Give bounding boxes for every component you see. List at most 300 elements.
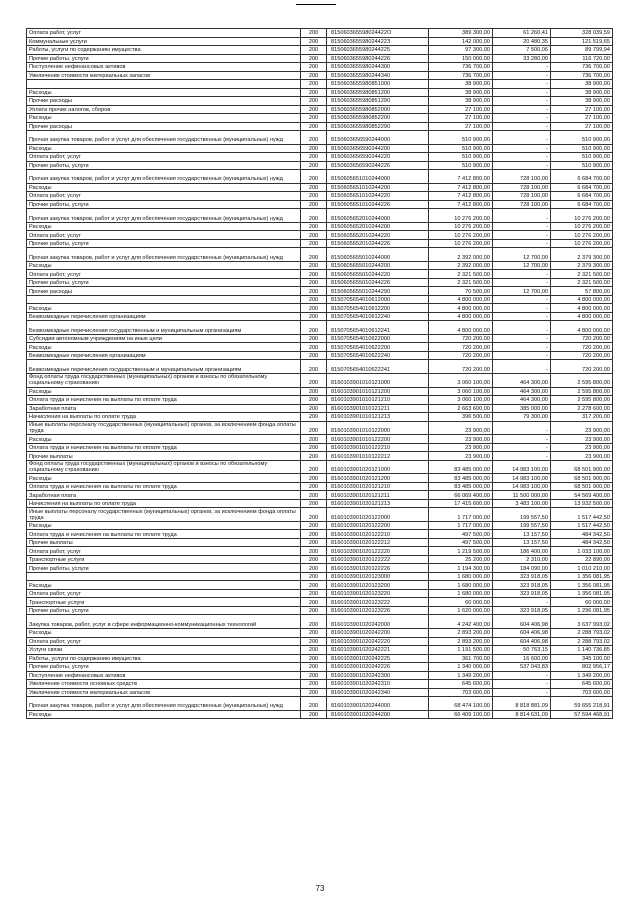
- row-executed: 186 400,00: [493, 547, 551, 556]
- row-name: Расходы: [27, 304, 301, 313]
- row-line-code: 200: [301, 200, 327, 209]
- row-name: [27, 572, 301, 581]
- row-executed: 11 500 000,00: [493, 491, 551, 500]
- row-executed: 464 300,00: [493, 374, 551, 388]
- row-name: Расходы: [27, 88, 301, 97]
- row-budget-code: 8150605651010244000: [327, 170, 429, 184]
- row-unexecuted: 10 276 200,00: [551, 239, 613, 248]
- table-row: [27, 374, 613, 388]
- table-row: [27, 231, 613, 240]
- row-line-code: 200: [301, 192, 327, 201]
- row-budget-code: 8150605652010244000: [327, 209, 429, 223]
- table-row: [27, 29, 613, 38]
- row-executed: -: [493, 122, 551, 131]
- row-executed: 728 100,00: [493, 200, 551, 209]
- table-row: [27, 396, 613, 405]
- row-executed: -: [493, 421, 551, 435]
- row-line-code: 200: [301, 654, 327, 663]
- table-row: [27, 482, 613, 491]
- row-budget-code: 8160103901020242310: [327, 680, 429, 689]
- row-unexecuted: 720 200,00: [551, 334, 613, 343]
- table-row: [27, 131, 613, 145]
- row-line-code: 200: [301, 508, 327, 522]
- row-unexecuted: 89 799,94: [551, 46, 613, 55]
- row-budget-code: 8160103901010122200: [327, 435, 429, 444]
- row-approved: 720 200,00: [429, 351, 493, 360]
- row-executed: -: [493, 304, 551, 313]
- row-name: Увеличение стоимости основных средств: [27, 680, 301, 689]
- row-unexecuted: 38 900,00: [551, 97, 613, 106]
- row-unexecuted: 54 569 400,00: [551, 491, 613, 500]
- row-name: Начисления на выплаты по оплате труда: [27, 499, 301, 508]
- row-name: Услуги связи: [27, 646, 301, 655]
- table-row: [27, 351, 613, 360]
- row-line-code: 200: [301, 351, 327, 360]
- row-unexecuted: 328 039,59: [551, 29, 613, 38]
- row-approved: 645 600,00: [429, 680, 493, 689]
- row-executed: 79 300,00: [493, 413, 551, 422]
- row-budget-code: 8150603655980851290: [327, 97, 429, 106]
- table-row: [27, 572, 613, 581]
- table-row: [27, 270, 613, 279]
- table-row: [27, 521, 613, 530]
- row-unexecuted: 10 276 200,00: [551, 209, 613, 223]
- row-line-code: 200: [301, 581, 327, 590]
- row-executed: 2 310,00: [493, 555, 551, 564]
- table-row: [27, 46, 613, 55]
- table-row: [27, 581, 613, 590]
- row-name: Расходы: [27, 435, 301, 444]
- row-executed: -: [493, 144, 551, 153]
- row-budget-code: 8160103901020242226: [327, 663, 429, 672]
- row-unexecuted: 60 000,00: [551, 598, 613, 607]
- table-row: [27, 170, 613, 184]
- row-unexecuted: 57 594 468,91: [551, 710, 613, 719]
- row-line-code: 200: [301, 491, 327, 500]
- row-budget-code: 8160103901010122000: [327, 421, 429, 435]
- row-unexecuted: 317 200,00: [551, 413, 613, 422]
- row-line-code: 200: [301, 646, 327, 655]
- row-name: [27, 80, 301, 89]
- row-unexecuted: 59 655 218,91: [551, 697, 613, 711]
- row-name: Оплата работ, услуг: [27, 192, 301, 201]
- row-approved: 60 000,00: [429, 598, 493, 607]
- row-budget-code: 8150603655980244300: [327, 63, 429, 72]
- row-unexecuted: 57 800,00: [551, 287, 613, 296]
- row-approved: 497 500,00: [429, 530, 493, 539]
- row-approved: 2 893 200,00: [429, 629, 493, 638]
- row-executed: 184 090,00: [493, 564, 551, 573]
- row-budget-code: 8160103901020242200: [327, 629, 429, 638]
- table-row: [27, 615, 613, 629]
- row-approved: 2 663 600,00: [429, 404, 493, 413]
- row-budget-code: 8150605655010244220: [327, 270, 429, 279]
- row-budget-code: 8160103901010121211: [327, 404, 429, 413]
- row-unexecuted: 1 140 736,85: [551, 646, 613, 655]
- row-executed: 323 918,05: [493, 589, 551, 598]
- row-approved: 10 276 200,00: [429, 231, 493, 240]
- table-row: [27, 278, 613, 287]
- row-budget-code: 8160103901010121210: [327, 396, 429, 405]
- row-approved: 1 620 000,00: [429, 606, 493, 615]
- row-name: Оплата труда и начисления на выплаты по оплате труда: [27, 482, 301, 491]
- row-budget-code: 8160103901020123220: [327, 589, 429, 598]
- row-approved: 2 321 500,00: [429, 278, 493, 287]
- table-row: [27, 474, 613, 483]
- row-executed: 33 280,00: [493, 54, 551, 63]
- row-name: Прочая закупка товаров, работ и услуг для обеспечения государственных (муниципальных) нужд: [27, 131, 301, 145]
- row-approved: 1 340 000,00: [429, 663, 493, 672]
- row-line-code: 200: [301, 538, 327, 547]
- row-budget-code: 8160103901020244000: [327, 697, 429, 711]
- row-executed: -: [493, 443, 551, 452]
- table-row: [27, 192, 613, 201]
- row-line-code: 200: [301, 606, 327, 615]
- row-approved: 1 717 000,00: [429, 521, 493, 530]
- row-budget-code: 8160103901010121200: [327, 387, 429, 396]
- row-unexecuted: 2 321 500,00: [551, 270, 613, 279]
- row-executed: 199 557,50: [493, 521, 551, 530]
- row-line-code: 200: [301, 231, 327, 240]
- row-executed: -: [493, 114, 551, 123]
- row-approved: 83 485 000,00: [429, 474, 493, 483]
- row-line-code: 200: [301, 521, 327, 530]
- row-unexecuted: 2 379 300,00: [551, 248, 613, 262]
- row-executed: -: [493, 334, 551, 343]
- row-approved: 497 500,00: [429, 538, 493, 547]
- row-unexecuted: 1 356 081,95: [551, 581, 613, 590]
- row-executed: -: [493, 435, 551, 444]
- row-executed: -: [493, 295, 551, 304]
- row-approved: 27 100,00: [429, 122, 493, 131]
- row-line-code: 200: [301, 443, 327, 452]
- row-unexecuted: 720 200,00: [551, 360, 613, 374]
- row-name: Оплата работ, услуг: [27, 589, 301, 598]
- row-budget-code: 8150605655010244000: [327, 248, 429, 262]
- row-approved: 83 485 000,00: [429, 460, 493, 474]
- row-line-code: 200: [301, 460, 327, 474]
- row-name: Фонд оплаты труда государственных (муниципальных) органов и взносы по обязательному социальному страхованию: [27, 374, 301, 388]
- row-approved: 720 200,00: [429, 343, 493, 352]
- row-executed: -: [493, 88, 551, 97]
- row-name: Расходы: [27, 261, 301, 270]
- row-approved: 1 680 000,00: [429, 581, 493, 590]
- row-line-code: 200: [301, 114, 327, 123]
- row-executed: 13 157,50: [493, 530, 551, 539]
- table-row: [27, 63, 613, 72]
- row-executed: 604 406,98: [493, 629, 551, 638]
- row-approved: 1 349 200,00: [429, 671, 493, 680]
- table-row: [27, 321, 613, 335]
- row-name: Транспортные услуги: [27, 555, 301, 564]
- row-approved: 2 893 200,00: [429, 637, 493, 646]
- row-approved: 1 717 000,00: [429, 508, 493, 522]
- row-approved: 10 276 200,00: [429, 222, 493, 231]
- row-unexecuted: 13 932 500,00: [551, 499, 613, 508]
- row-approved: 4 800 000,00: [429, 321, 493, 335]
- row-budget-code: 8150605655010244226: [327, 278, 429, 287]
- row-line-code: 200: [301, 343, 327, 352]
- row-approved: 510 900,00: [429, 161, 493, 170]
- row-budget-code: 8160103901020122212: [327, 538, 429, 547]
- row-line-code: 200: [301, 321, 327, 335]
- table-row: [27, 680, 613, 689]
- row-approved: 396 500,00: [429, 413, 493, 422]
- row-executed: -: [493, 105, 551, 114]
- table-row: [27, 114, 613, 123]
- table-row: [27, 105, 613, 114]
- row-unexecuted: 736 700,00: [551, 63, 613, 72]
- row-line-code: 200: [301, 629, 327, 638]
- row-executed: 12 700,00: [493, 287, 551, 296]
- row-executed: 50 763,15: [493, 646, 551, 655]
- row-line-code: 200: [301, 671, 327, 680]
- row-approved: 70 500,00: [429, 287, 493, 296]
- row-name: Расходы: [27, 114, 301, 123]
- row-budget-code: 8150603655980852200: [327, 114, 429, 123]
- row-executed: -: [493, 270, 551, 279]
- row-line-code: 200: [301, 615, 327, 629]
- table-row: [27, 222, 613, 231]
- row-approved: 736 700,00: [429, 71, 493, 80]
- row-line-code: 200: [301, 474, 327, 483]
- row-unexecuted: 510 900,00: [551, 131, 613, 145]
- table-row: [27, 538, 613, 547]
- row-name: Фонд оплаты труда государственных (муниципальных) органов и взносы по обязательному социальному страхованию: [27, 460, 301, 474]
- row-name: Расходы: [27, 183, 301, 192]
- row-line-code: 200: [301, 589, 327, 598]
- row-unexecuted: 10 276 200,00: [551, 231, 613, 240]
- table-row: [27, 343, 613, 352]
- row-name: Прочие работы, услуги: [27, 564, 301, 573]
- row-budget-code: 8160103901020242340: [327, 688, 429, 697]
- row-line-code: 200: [301, 161, 327, 170]
- row-approved: 703 600,00: [429, 688, 493, 697]
- row-budget-code: 8150603656590244220: [327, 153, 429, 162]
- row-budget-code: 8160103901020121211: [327, 491, 429, 500]
- row-approved: 66 069 400,00: [429, 491, 493, 500]
- row-budget-code: 8160103901020122200: [327, 521, 429, 530]
- row-name: Расходы: [27, 581, 301, 590]
- row-line-code: 200: [301, 452, 327, 461]
- table-row: [27, 312, 613, 321]
- row-budget-code: 8150603655980244340: [327, 71, 429, 80]
- row-name: Расходы: [27, 710, 301, 719]
- row-budget-code: 8160103901020242225: [327, 654, 429, 663]
- row-unexecuted: 510 900,00: [551, 144, 613, 153]
- row-budget-code: 8150603655980851200: [327, 88, 429, 97]
- row-unexecuted: 4 800 000,00: [551, 321, 613, 335]
- page-number: 73: [315, 884, 325, 893]
- row-unexecuted: 2 595 800,00: [551, 374, 613, 388]
- row-name: Оплата труда и начисления на выплаты по оплате труда: [27, 396, 301, 405]
- row-line-code: 200: [301, 248, 327, 262]
- table-row: [27, 646, 613, 655]
- table-row: [27, 295, 613, 304]
- table-row: [27, 452, 613, 461]
- row-unexecuted: 802 956,17: [551, 663, 613, 672]
- row-name: Прочая закупка товаров, работ и услуг для обеспечения государственных (муниципальных) нужд: [27, 209, 301, 223]
- row-unexecuted: 4 800 000,00: [551, 304, 613, 313]
- row-budget-code: 8150705654010612241: [327, 321, 429, 335]
- row-line-code: 200: [301, 547, 327, 556]
- table-row: [27, 183, 613, 192]
- row-name: Расходы: [27, 629, 301, 638]
- row-approved: 3 060 100,00: [429, 374, 493, 388]
- row-budget-code: 8160103901020122226: [327, 564, 429, 573]
- row-approved: 38 900,00: [429, 97, 493, 106]
- row-approved: 1 219 500,00: [429, 547, 493, 556]
- row-approved: 361 700,00: [429, 654, 493, 663]
- row-name: Заработная плата: [27, 491, 301, 500]
- row-budget-code: 8150605651010244226: [327, 200, 429, 209]
- row-budget-code: 8160103901020244200: [327, 710, 429, 719]
- row-approved: 7 412 800,00: [429, 200, 493, 209]
- row-name: Расходы: [27, 144, 301, 153]
- table-row: [27, 153, 613, 162]
- row-name: Прочая закупка товаров, работ и услуг для обеспечения государственных (муниципальных) нужд: [27, 697, 301, 711]
- row-unexecuted: 2 321 500,00: [551, 278, 613, 287]
- row-unexecuted: 510 900,00: [551, 161, 613, 170]
- row-line-code: 200: [301, 482, 327, 491]
- row-unexecuted: 68 501 900,00: [551, 474, 613, 483]
- row-budget-code: 8150705654010612200: [327, 304, 429, 313]
- row-approved: 720 200,00: [429, 360, 493, 374]
- row-line-code: 200: [301, 564, 327, 573]
- row-approved: 7 412 800,00: [429, 170, 493, 184]
- row-name: Безвозмездные перечисления организациям: [27, 351, 301, 360]
- row-budget-code: 8150605651010244220: [327, 192, 429, 201]
- row-executed: 8 818 881,09: [493, 697, 551, 711]
- row-unexecuted: 484 342,50: [551, 538, 613, 547]
- row-name: Увеличение стоимости материальных запасов: [27, 71, 301, 80]
- row-name: Оплата работ, услуг: [27, 153, 301, 162]
- row-unexecuted: 116 720,00: [551, 54, 613, 63]
- row-budget-code: 8150603656590244000: [327, 131, 429, 145]
- row-approved: 1 191 500,00: [429, 646, 493, 655]
- table-row: [27, 413, 613, 422]
- row-executed: -: [493, 209, 551, 223]
- row-budget-code: 8150603656590244200: [327, 144, 429, 153]
- row-executed: -: [493, 161, 551, 170]
- row-name: Прочие работы, услуги: [27, 200, 301, 209]
- table-row: [27, 209, 613, 223]
- row-executed: 464 300,00: [493, 396, 551, 405]
- table-row: [27, 547, 613, 556]
- row-line-code: 200: [301, 80, 327, 89]
- row-line-code: 200: [301, 97, 327, 106]
- row-executed: 12 700,00: [493, 248, 551, 262]
- row-executed: -: [493, 239, 551, 248]
- row-name: Работы, услуги по содержанию имущества: [27, 46, 301, 55]
- row-approved: 510 900,00: [429, 144, 493, 153]
- row-line-code: 200: [301, 404, 327, 413]
- row-budget-code: 8150705654010612240: [327, 312, 429, 321]
- row-line-code: 200: [301, 295, 327, 304]
- table-row: [27, 404, 613, 413]
- row-budget-code: 8160103901020242300: [327, 671, 429, 680]
- row-executed: -: [493, 71, 551, 80]
- row-unexecuted: 68 501 900,00: [551, 460, 613, 474]
- row-executed: -: [493, 343, 551, 352]
- row-executed: -: [493, 63, 551, 72]
- row-budget-code: 8150605652010244226: [327, 239, 429, 248]
- table-row: [27, 80, 613, 89]
- row-unexecuted: 1 517 442,50: [551, 521, 613, 530]
- row-approved: 25 200,00: [429, 555, 493, 564]
- row-budget-code: 815060365598024422О: [327, 29, 429, 38]
- table-row: [27, 606, 613, 615]
- row-name: Иные выплаты персоналу государственных (муниципальных) органов, за исключением фонда оплаты труда: [27, 421, 301, 435]
- row-unexecuted: 4 800 000,00: [551, 312, 613, 321]
- row-approved: 736 700,00: [429, 63, 493, 72]
- row-approved: 2 392 000,00: [429, 248, 493, 262]
- row-name: Уплата прочих налогов, сборов: [27, 105, 301, 114]
- row-executed: 16 600,00: [493, 654, 551, 663]
- row-name: Безвозмездные перечисления организациям: [27, 312, 301, 321]
- row-budget-code: 8150605655010244200: [327, 261, 429, 270]
- row-name: Оплата работ, услуг: [27, 547, 301, 556]
- row-line-code: 200: [301, 170, 327, 184]
- table-row: [27, 637, 613, 646]
- row-executed: -: [493, 360, 551, 374]
- row-line-code: 200: [301, 710, 327, 719]
- row-name: Прочие расходы: [27, 97, 301, 106]
- row-budget-code: 8160103901020122222: [327, 555, 429, 564]
- row-name: Прочие работы, услуги: [27, 606, 301, 615]
- table-row: [27, 37, 613, 46]
- row-budget-code: 8160103901020242221: [327, 646, 429, 655]
- row-executed: 14 983 100,00: [493, 460, 551, 474]
- row-executed: 604 406,98: [493, 637, 551, 646]
- row-name: Поступление нефинансовых активов: [27, 671, 301, 680]
- table-row: [27, 88, 613, 97]
- table-row: [27, 499, 613, 508]
- table-row: [27, 491, 613, 500]
- row-unexecuted: 38 900,00: [551, 80, 613, 89]
- row-unexecuted: 2 595 800,00: [551, 396, 613, 405]
- row-executed: 323 918,05: [493, 581, 551, 590]
- row-executed: 537 043,83: [493, 663, 551, 672]
- row-approved: 23 900,00: [429, 452, 493, 461]
- row-approved: 7 412 800,00: [429, 192, 493, 201]
- row-unexecuted: 2 379 300,00: [551, 261, 613, 270]
- row-line-code: 200: [301, 183, 327, 192]
- row-budget-code: 8160103901020242000: [327, 615, 429, 629]
- row-approved: 10 276 200,00: [429, 239, 493, 248]
- row-name: Работы, услуги по содержанию имущества: [27, 654, 301, 663]
- row-executed: 728 100,00: [493, 192, 551, 201]
- row-line-code: 200: [301, 54, 327, 63]
- row-name: Субсидии автономным учреждениям на иные цели: [27, 334, 301, 343]
- row-budget-code: 8150705654010622241: [327, 360, 429, 374]
- row-budget-code: 8160103901020122210: [327, 530, 429, 539]
- row-executed: -: [493, 97, 551, 106]
- row-approved: 4 800 000,00: [429, 295, 493, 304]
- row-executed: 385 000,00: [493, 404, 551, 413]
- row-line-code: 200: [301, 29, 327, 38]
- row-budget-code: 8160103901010122210: [327, 443, 429, 452]
- row-unexecuted: 68 501 900,00: [551, 482, 613, 491]
- row-unexecuted: 484 342,50: [551, 530, 613, 539]
- row-budget-code: 8150603655980852290: [327, 122, 429, 131]
- row-name: Расходы: [27, 222, 301, 231]
- row-unexecuted: 6 684 700,00: [551, 192, 613, 201]
- table-row: [27, 564, 613, 573]
- row-budget-code: 8160103901020121000: [327, 460, 429, 474]
- row-name: [27, 295, 301, 304]
- row-approved: 720 200,00: [429, 334, 493, 343]
